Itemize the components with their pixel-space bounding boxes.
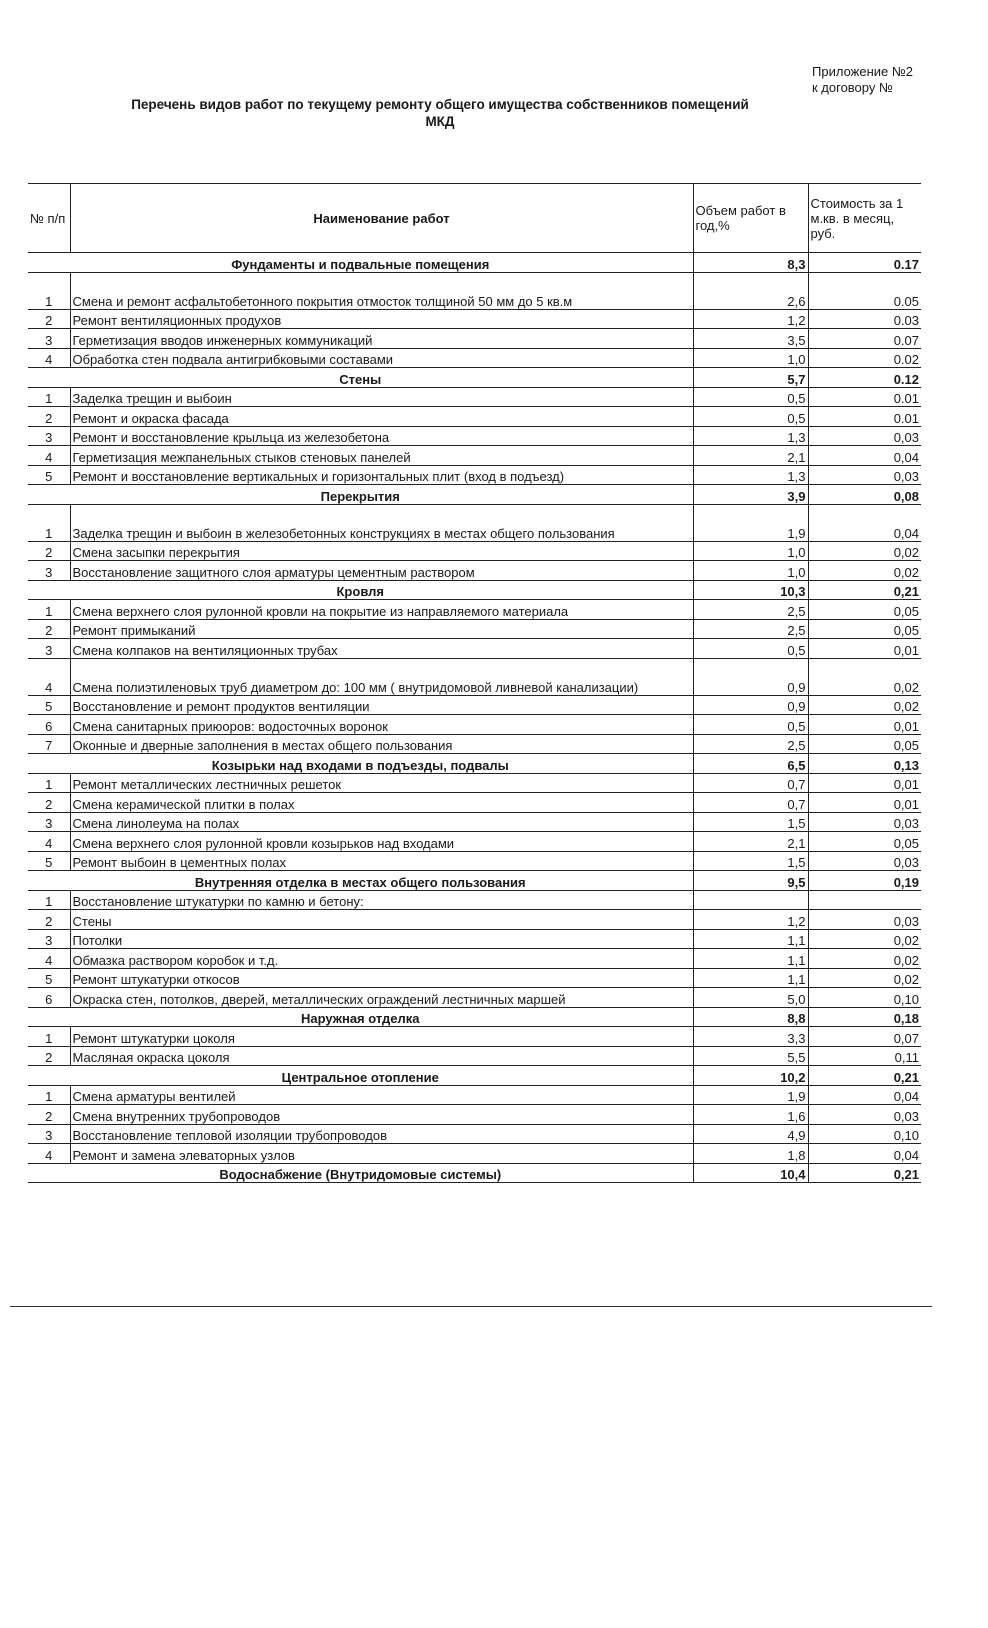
work-volume: 1,0 — [693, 561, 808, 581]
table-row — [28, 272, 921, 309]
table-row — [28, 561, 921, 581]
work-cost: 0.02 — [808, 348, 921, 368]
work-cost: 0,02 — [808, 949, 921, 969]
work-cost: 0,04 — [808, 1085, 921, 1105]
table-row — [28, 968, 921, 988]
work-cost: 0,10 — [808, 1124, 921, 1144]
row-number: 5 — [28, 851, 70, 871]
row-number: 1 — [28, 890, 70, 910]
row-number: 1 — [28, 504, 70, 541]
table-row — [28, 465, 921, 485]
work-volume: 1,2 — [693, 910, 808, 930]
section-volume: 6,5 — [693, 754, 808, 774]
table-row — [28, 407, 921, 427]
table-row — [28, 541, 921, 561]
work-cost: 0,03 — [808, 426, 921, 446]
contract-reference: к договору № — [812, 80, 893, 95]
section-volume: 10,2 — [693, 1066, 808, 1086]
section-title: Кровля — [28, 580, 693, 600]
work-volume: 1,8 — [693, 1144, 808, 1164]
work-name: Обработка стен подвала антигрибковыми составами — [70, 348, 693, 368]
work-name: Потолки — [70, 929, 693, 949]
row-number: 3 — [28, 639, 70, 659]
work-name: Смена и ремонт асфальтобетонного покрытия отмосток толщиной 50 мм до 5 кв.м — [70, 272, 693, 309]
section-volume: 5,7 — [693, 368, 808, 388]
row-number: 2 — [28, 541, 70, 561]
table-row — [28, 832, 921, 852]
section-volume: 8,3 — [693, 253, 808, 273]
row-number: 1 — [28, 773, 70, 793]
work-name: Ремонт штукатурки цоколя — [70, 1027, 693, 1047]
work-name: Ремонт вентиляционных продухов — [70, 309, 693, 329]
work-volume: 1,0 — [693, 541, 808, 561]
table-row — [28, 1105, 921, 1125]
work-volume: 5,0 — [693, 988, 808, 1008]
row-number: 3 — [28, 1124, 70, 1144]
table-row — [28, 929, 921, 949]
work-name: Смена верхнего слоя рулонной кровли козырьков над входами — [70, 832, 693, 852]
work-name: Ремонт и восстановление крыльца из железобетона — [70, 426, 693, 446]
table-row — [28, 639, 921, 659]
row-number: 1 — [28, 272, 70, 309]
row-number: 6 — [28, 715, 70, 735]
section-row — [28, 1163, 921, 1183]
table-row — [28, 773, 921, 793]
section-row — [28, 580, 921, 600]
row-number: 2 — [28, 793, 70, 813]
work-name: Смена внутренних трубопроводов — [70, 1105, 693, 1125]
table-row — [28, 658, 921, 695]
work-name: Герметизация вводов инженерных коммуникаций — [70, 329, 693, 349]
work-cost: 0,03 — [808, 851, 921, 871]
title-line-1: Перечень видов работ по текущему ремонту общего имущества собственников помещений — [131, 97, 749, 112]
work-cost: 0,02 — [808, 561, 921, 581]
work-volume: 0,7 — [693, 793, 808, 813]
work-name: Оконные и дверные заполнения в местах общего пользования — [70, 734, 693, 754]
section-title: Водоснабжение (Внутридомовые системы) — [28, 1163, 693, 1183]
work-name: Восстановление защитного слоя арматуры цементным раствором — [70, 561, 693, 581]
table-row — [28, 329, 921, 349]
work-volume: 1,1 — [693, 949, 808, 969]
table-row — [28, 1144, 921, 1164]
work-cost: 0,02 — [808, 658, 921, 695]
work-cost: 0,01 — [808, 715, 921, 735]
section-row — [28, 368, 921, 388]
works-table — [28, 183, 921, 1183]
table-row — [28, 1027, 921, 1047]
work-volume: 2,5 — [693, 600, 808, 620]
table-row — [28, 504, 921, 541]
section-cost: 0,21 — [808, 1066, 921, 1086]
section-volume: 8,8 — [693, 1007, 808, 1027]
work-volume: 4,9 — [693, 1124, 808, 1144]
work-cost: 0,04 — [808, 446, 921, 466]
work-cost: 0,03 — [808, 910, 921, 930]
table-row — [28, 851, 921, 871]
row-number: 4 — [28, 446, 70, 466]
section-title: Перекрытия — [28, 485, 693, 505]
work-name: Смена колпаков на вентиляционных трубах — [70, 639, 693, 659]
work-cost: 0,05 — [808, 619, 921, 639]
table-row — [28, 695, 921, 715]
work-name: Ремонт и восстановление вертикальных и горизонтальных плит (вход в подъезд) — [70, 465, 693, 485]
table-row — [28, 446, 921, 466]
work-cost: 0,03 — [808, 465, 921, 485]
work-cost: 0.01 — [808, 387, 921, 407]
table-row — [28, 793, 921, 813]
work-name: Масляная окраска цоколя — [70, 1046, 693, 1066]
work-cost: 0,02 — [808, 695, 921, 715]
table-row — [28, 426, 921, 446]
title-line-2: МКД — [425, 114, 455, 129]
document-title — [60, 96, 820, 130]
work-volume: 2,1 — [693, 446, 808, 466]
work-name: Заделка трещин и выбоин — [70, 387, 693, 407]
work-volume — [693, 890, 808, 910]
work-name: Смена полиэтиленовых труб диаметром до: 100 мм ( внутридомовой ливневой канализации) — [70, 658, 693, 695]
header-volume: Объем работ в год,% — [693, 184, 808, 253]
section-title: Наружная отделка — [28, 1007, 693, 1027]
work-volume: 2,1 — [693, 832, 808, 852]
work-cost: 0.05 — [808, 272, 921, 309]
work-cost: 0,10 — [808, 988, 921, 1008]
table-row — [28, 949, 921, 969]
table-row — [28, 387, 921, 407]
work-name: Ремонт металлических лестничных решеток — [70, 773, 693, 793]
table-row — [28, 1085, 921, 1105]
work-name: Ремонт штукатурки откосов — [70, 968, 693, 988]
row-number: 5 — [28, 968, 70, 988]
work-volume: 0,5 — [693, 407, 808, 427]
work-name: Смена санитарных приюоров: водосточных воронок — [70, 715, 693, 735]
section-cost: 0.17 — [808, 253, 921, 273]
work-name: Ремонт выбоин в цементных полах — [70, 851, 693, 871]
section-cost: 0,19 — [808, 871, 921, 891]
work-name: Ремонт и замена элеваторных узлов — [70, 1144, 693, 1164]
row-number: 6 — [28, 988, 70, 1008]
table-row — [28, 734, 921, 754]
work-name: Стены — [70, 910, 693, 930]
row-number: 4 — [28, 1144, 70, 1164]
work-volume: 1,9 — [693, 1085, 808, 1105]
work-name: Ремонт примыканий — [70, 619, 693, 639]
table-row — [28, 600, 921, 620]
row-number: 1 — [28, 387, 70, 407]
work-volume: 0,9 — [693, 695, 808, 715]
table-row — [28, 1124, 921, 1144]
work-name: Обмазка раствором коробок и т.д. — [70, 949, 693, 969]
row-number: 2 — [28, 1046, 70, 1066]
row-number: 7 — [28, 734, 70, 754]
work-name: Смена линолеума на полах — [70, 812, 693, 832]
work-cost: 0,05 — [808, 832, 921, 852]
work-volume: 1,0 — [693, 348, 808, 368]
section-cost: 0.12 — [808, 368, 921, 388]
section-cost: 0,13 — [808, 754, 921, 774]
table-row — [28, 715, 921, 735]
header-name: Наименование работ — [70, 184, 693, 253]
work-volume: 0,5 — [693, 639, 808, 659]
work-volume: 0,5 — [693, 387, 808, 407]
table-row — [28, 910, 921, 930]
work-volume: 2,6 — [693, 272, 808, 309]
row-number: 4 — [28, 832, 70, 852]
table-row — [28, 812, 921, 832]
work-name: Восстановление тепловой изоляции трубопроводов — [70, 1124, 693, 1144]
work-cost: 0.01 — [808, 407, 921, 427]
table-row — [28, 348, 921, 368]
section-row — [28, 253, 921, 273]
work-name: Заделка трещин и выбоин в железобетонных конструкциях в местах общего пользования — [70, 504, 693, 541]
row-number: 1 — [28, 1085, 70, 1105]
work-name: Восстановление и ремонт продуктов вентиляции — [70, 695, 693, 715]
row-number: 3 — [28, 426, 70, 446]
work-volume: 1,3 — [693, 465, 808, 485]
work-volume: 1,3 — [693, 426, 808, 446]
work-cost: 0,03 — [808, 812, 921, 832]
section-title: Внутренняя отделка в местах общего пользования — [28, 871, 693, 891]
work-volume: 1,6 — [693, 1105, 808, 1125]
section-volume: 10,4 — [693, 1163, 808, 1183]
section-row — [28, 1007, 921, 1027]
work-volume: 3,5 — [693, 329, 808, 349]
table-header — [28, 184, 921, 253]
work-volume: 1,9 — [693, 504, 808, 541]
bottom-divider — [10, 1306, 932, 1307]
row-number: 5 — [28, 465, 70, 485]
section-cost: 0,18 — [808, 1007, 921, 1027]
work-cost: 0,02 — [808, 541, 921, 561]
section-title: Козырьки над входами в подъезды, подвалы — [28, 754, 693, 774]
work-volume: 1,5 — [693, 851, 808, 871]
work-cost: 0,03 — [808, 1105, 921, 1125]
work-name: Герметизация межпанельных стыков стеновых панелей — [70, 446, 693, 466]
work-cost: 0,02 — [808, 968, 921, 988]
work-cost: 0,04 — [808, 1144, 921, 1164]
work-volume: 5,5 — [693, 1046, 808, 1066]
appendix-note — [812, 64, 913, 96]
work-cost: 0.07 — [808, 329, 921, 349]
row-number: 2 — [28, 407, 70, 427]
work-cost: 0,01 — [808, 793, 921, 813]
section-row — [28, 1066, 921, 1086]
row-number: 2 — [28, 910, 70, 930]
row-number: 5 — [28, 695, 70, 715]
section-row — [28, 485, 921, 505]
work-name: Смена керамической плитки в полах — [70, 793, 693, 813]
row-number: 3 — [28, 561, 70, 581]
section-cost: 0,21 — [808, 1163, 921, 1183]
table-row — [28, 309, 921, 329]
work-name: Ремонт и окраска фасада — [70, 407, 693, 427]
work-name: Смена арматуры вентилей — [70, 1085, 693, 1105]
work-name: Смена верхнего слоя рулонной кровли на покрытие из направляемого материала — [70, 600, 693, 620]
section-row — [28, 871, 921, 891]
work-cost: 0,07 — [808, 1027, 921, 1047]
work-volume: 0,5 — [693, 715, 808, 735]
row-number: 2 — [28, 309, 70, 329]
work-cost — [808, 890, 921, 910]
table-row — [28, 619, 921, 639]
work-cost: 0.03 — [808, 309, 921, 329]
work-name: Смена засыпки перекрытия — [70, 541, 693, 561]
work-volume: 1,5 — [693, 812, 808, 832]
row-number: 1 — [28, 600, 70, 620]
row-number: 4 — [28, 658, 70, 695]
section-title: Фундаменты и подвальные помещения — [28, 253, 693, 273]
table-row — [28, 890, 921, 910]
section-title: Центральное отопление — [28, 1066, 693, 1086]
work-cost: 0,05 — [808, 734, 921, 754]
row-number: 3 — [28, 812, 70, 832]
header-num: № п/п — [28, 184, 70, 253]
section-title: Стены — [28, 368, 693, 388]
row-number: 2 — [28, 1105, 70, 1125]
section-row — [28, 754, 921, 774]
appendix-number: Приложение №2 — [812, 64, 914, 79]
work-volume: 1,1 — [693, 929, 808, 949]
row-number: 2 — [28, 619, 70, 639]
work-volume: 1,1 — [693, 968, 808, 988]
table-row — [28, 1046, 921, 1066]
row-number: 3 — [28, 329, 70, 349]
section-volume: 10,3 — [693, 580, 808, 600]
section-volume: 3,9 — [693, 485, 808, 505]
work-name: Окраска стен, потолков, дверей, металлических ограждений лестничных маршей — [70, 988, 693, 1008]
section-volume: 9,5 — [693, 871, 808, 891]
section-cost: 0,08 — [808, 485, 921, 505]
work-cost: 0,01 — [808, 639, 921, 659]
work-cost: 0,01 — [808, 773, 921, 793]
work-volume: 0,9 — [693, 658, 808, 695]
work-volume: 0,7 — [693, 773, 808, 793]
work-cost: 0,05 — [808, 600, 921, 620]
work-volume: 3,3 — [693, 1027, 808, 1047]
work-cost: 0,11 — [808, 1046, 921, 1066]
work-name: Восстановление штукатурки по камню и бетону: — [70, 890, 693, 910]
section-cost: 0,21 — [808, 580, 921, 600]
work-cost: 0,04 — [808, 504, 921, 541]
work-cost: 0,02 — [808, 929, 921, 949]
row-number: 4 — [28, 348, 70, 368]
work-volume: 1,2 — [693, 309, 808, 329]
header-cost: Стоимость за 1 м.кв. в месяц, руб. — [808, 184, 921, 253]
row-number: 1 — [28, 1027, 70, 1047]
row-number: 4 — [28, 949, 70, 969]
work-volume: 2,5 — [693, 619, 808, 639]
row-number: 3 — [28, 929, 70, 949]
table-row — [28, 988, 921, 1008]
work-volume: 2,5 — [693, 734, 808, 754]
